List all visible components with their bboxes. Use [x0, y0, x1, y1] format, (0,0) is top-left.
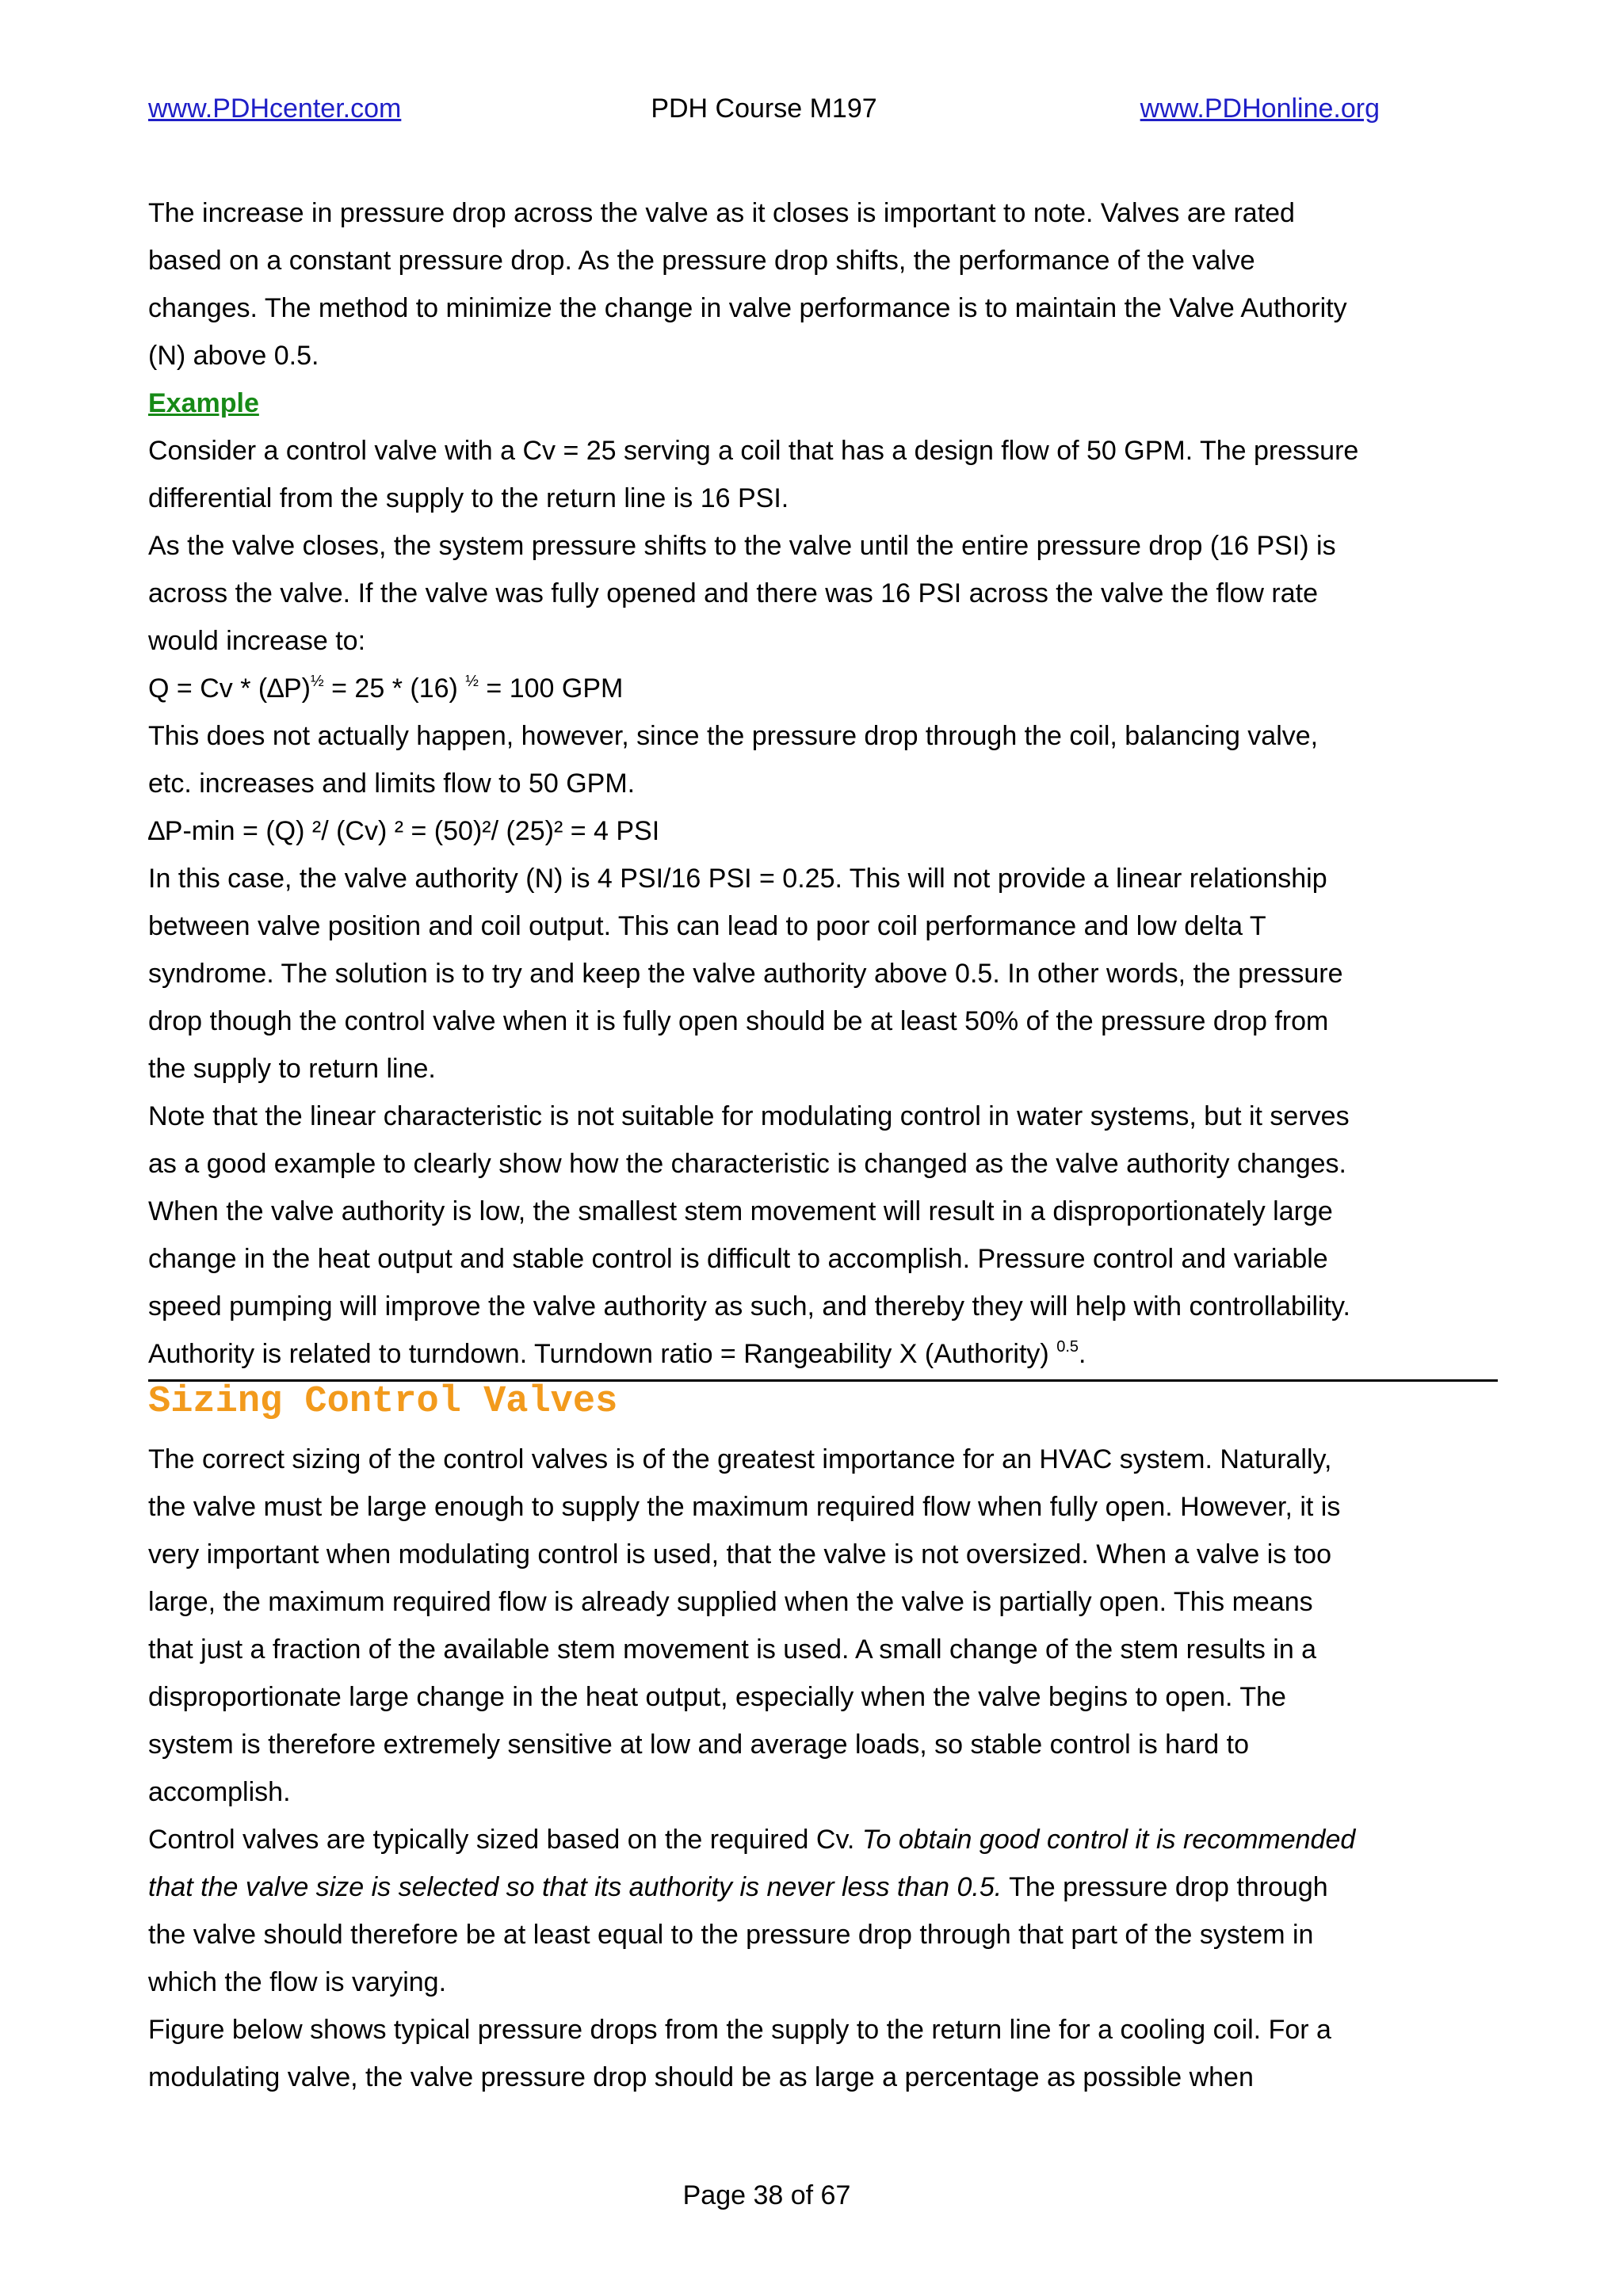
equation-part: = 100 GPM — [478, 673, 624, 704]
text-line: Note that the linear characteristic is not suitable for modulating control in water systems, but it serves — [148, 1101, 1350, 1131]
text-line: As the valve closes, the system pressure shifts to the valve until the entire pressure drop (16 PSI) is — [148, 531, 1336, 561]
text-line — [148, 1863, 1503, 1911]
text-line: etc. increases and limits flow to 50 GPM. — [148, 769, 636, 799]
text-line: between valve position and coil output. This can lead to poor coil performance and low delta T — [148, 911, 1266, 941]
turndown-end: . — [1079, 1339, 1086, 1369]
text-line: drop though the control valve when it is fully open should be at least 50% of the pressure drop from — [148, 1006, 1329, 1036]
text-line: (N) above 0.5. — [148, 341, 319, 371]
text-line: would increase to: — [148, 626, 366, 656]
page-number: Page 38 of 67 — [682, 2180, 851, 2210]
text-line — [148, 1816, 1503, 1863]
pdhonline-link[interactable]: www.PDHonline.org — [1140, 93, 1380, 124]
half-exponent: ½ — [465, 673, 479, 690]
text-line: syndrome. The solution is to try and keep the valve authority above 0.5. In other words, the pressure — [148, 959, 1343, 989]
flow-equation — [148, 665, 1503, 712]
turndown-line — [148, 1330, 1503, 1378]
text-line: very important when modulating control is used, that the valve is not oversized. When a valve is too — [148, 1539, 1331, 1569]
text-italic: that the valve size is selected so that its authority is never less than 0.5. — [148, 1872, 1002, 1902]
text-line: changes. The method to minimize the change in valve performance is to maintain the Valve Authority — [148, 293, 1347, 323]
text-line: differential from the supply to the return line is 16 PSI. — [148, 483, 789, 513]
text-line: the valve must be large enough to supply the maximum required flow when fully open. However, it is — [148, 1492, 1341, 1522]
text-line: based on a constant pressure drop. As the pressure drop shifts, the performance of the valve — [148, 246, 1255, 276]
text-line: Figure below shows typical pressure drops from the supply to the return line for a cooling coil. For a — [148, 2015, 1331, 2045]
text-normal: Control valves are typically sized based on the required Cv. — [148, 1825, 862, 1855]
text-line: The correct sizing of the control valves is of the greatest importance for an HVAC system. Naturally, — [148, 1444, 1332, 1474]
body-text-bottom — [148, 1436, 1503, 2101]
section-title: Sizing Control Valves — [148, 1381, 618, 1423]
text-line: large, the maximum required flow is already supplied when the valve is partially open. This means — [148, 1587, 1313, 1617]
text-line: across the valve. If the valve was fully opened and there was 16 PSI across the valve the flow rate — [148, 578, 1319, 608]
example-heading: Example — [148, 388, 259, 418]
text-italic: To obtain good control it is recommended — [861, 1825, 1356, 1855]
text-line: Consider a control valve with a Cv = 25 serving a coil that has a design flow of 50 GPM. The pressure — [148, 436, 1359, 466]
pressure-equation: ∆P-min = (Q) ²/ (Cv) ² = (50)²/ (25)² = 4 PSI — [148, 816, 660, 846]
text-line: accomplish. — [148, 1777, 291, 1807]
page-header — [148, 93, 1380, 133]
pdhcenter-link[interactable]: www.PDHcenter.com — [148, 93, 402, 124]
text-line: system is therefore extremely sensitive at low and average loads, so stable control is hard to — [148, 1730, 1250, 1760]
text-line: that just a fraction of the available stem movement is used. A small change of the stem results in a — [148, 1634, 1317, 1665]
course-title: PDH Course M197 — [651, 93, 877, 124]
text-line: speed pumping will improve the valve authority as such, and thereby they will help with controllability. — [148, 1291, 1350, 1322]
text-line: disproportionate large change in the heat output, especially when the valve begins to open. The — [148, 1682, 1286, 1712]
text-line: the supply to return line. — [148, 1054, 436, 1084]
text-line: The increase in pressure drop across the valve as it closes is important to note. Valves are rated — [148, 198, 1295, 228]
turndown-text: Authority is related to turndown. Turndown ratio = Rangeability X (Authority) — [148, 1339, 1057, 1369]
text-line: which the flow is varying. — [148, 1967, 447, 1997]
half-exponent: ½ — [311, 673, 324, 690]
text-normal: The pressure drop through — [1002, 1872, 1328, 1902]
text-line: This does not actually happen, however, since the pressure drop through the coil, balancing valve, — [148, 721, 1319, 751]
text-line: the valve should therefore be at least equal to the pressure drop through that part of the system in — [148, 1920, 1314, 1950]
text-line: In this case, the valve authority (N) is 4 PSI/16 PSI = 0.25. This will not provide a linear relationship — [148, 864, 1327, 894]
equation-part: Q = Cv * (∆P) — [148, 673, 311, 704]
text-line: change in the heat output and stable control is difficult to accomplish. Pressure control and variable — [148, 1244, 1328, 1274]
authority-exponent: 0.5 — [1056, 1338, 1079, 1356]
text-line: as a good example to clearly show how the characteristic is changed as the valve authority changes. — [148, 1149, 1346, 1179]
text-line: modulating valve, the valve pressure drop should be as large a percentage as possible when — [148, 2062, 1254, 2092]
body-text-top — [148, 189, 1503, 1378]
text-line: When the valve authority is low, the smallest stem movement will result in a disproportionately large — [148, 1196, 1333, 1226]
equation-part: = 25 * (16) — [323, 673, 466, 704]
